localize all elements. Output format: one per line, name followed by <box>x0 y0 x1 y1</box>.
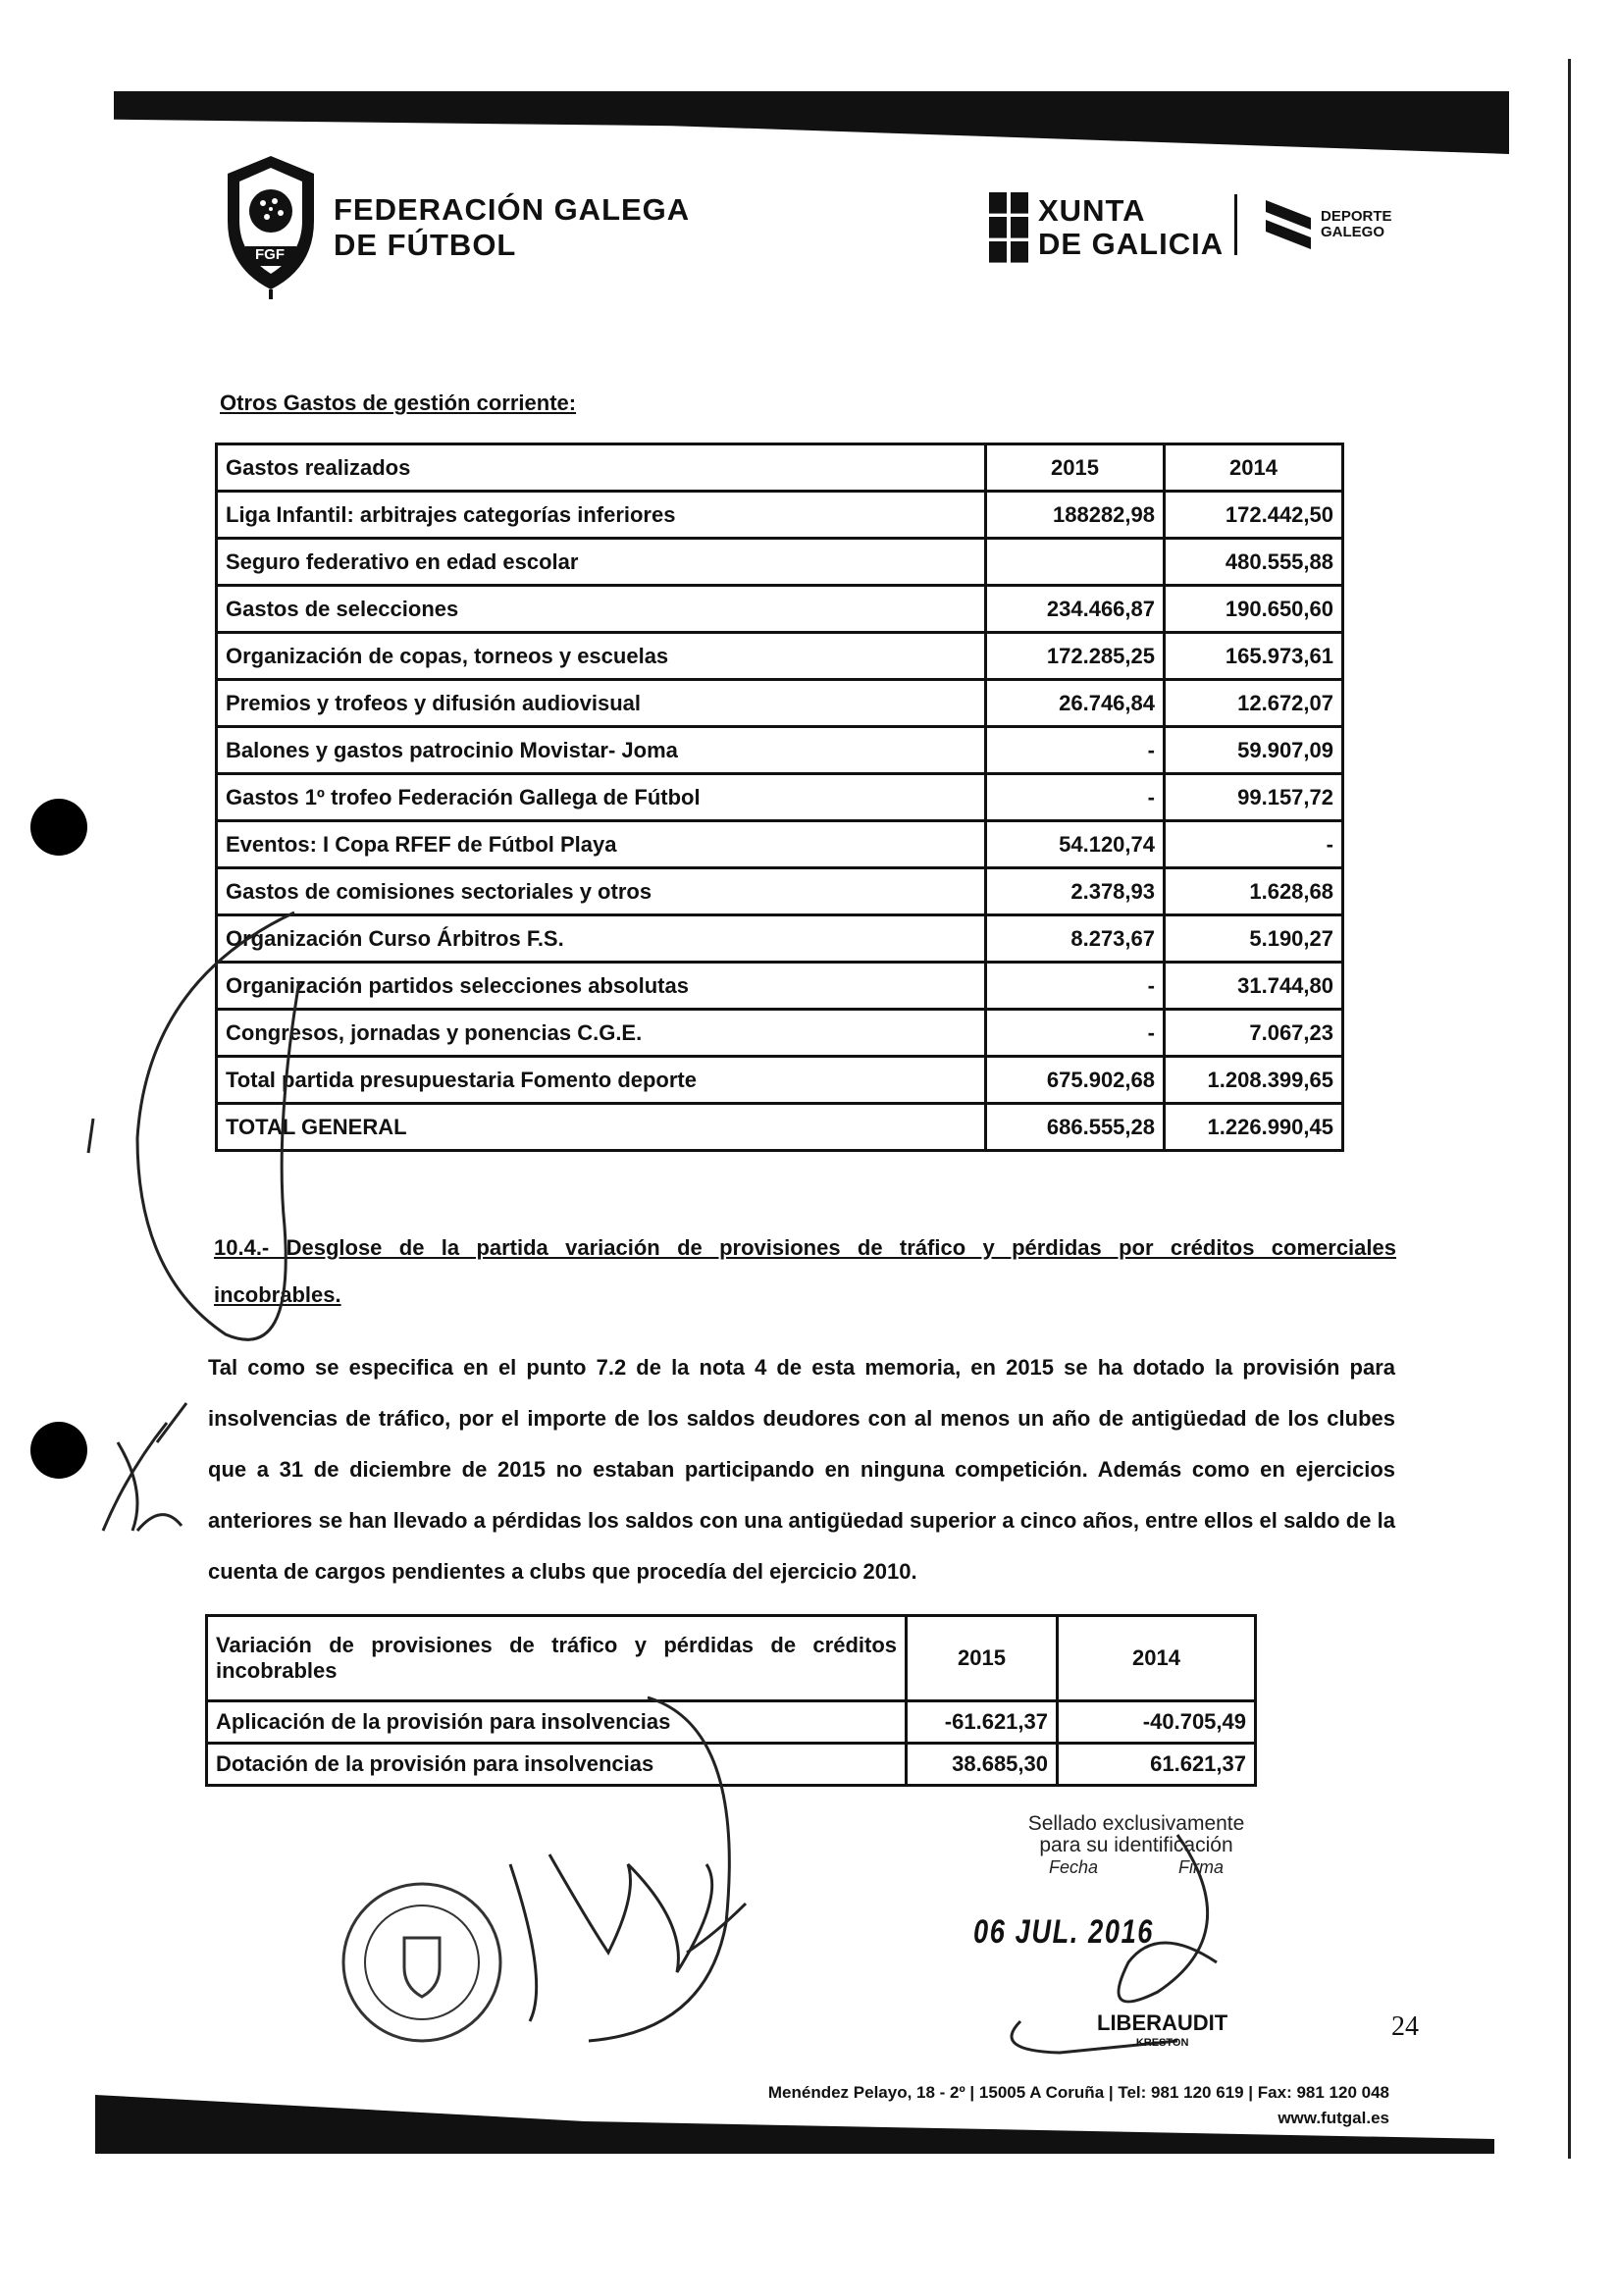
deporte-galego-logo <box>1264 196 1392 253</box>
stamp-firma-label: Firma <box>1178 1857 1224 1877</box>
table-row <box>207 1701 1256 1744</box>
row-label: Premios y trofeos y difusión audiovisual <box>217 680 986 727</box>
table-row <box>217 963 1343 1010</box>
stamp-fecha-label: Fecha <box>1048 1857 1099 1877</box>
provisiones-table <box>205 1614 1257 1787</box>
table-row <box>207 1744 1256 1786</box>
auditor-logo <box>1097 2010 1228 2053</box>
table-row <box>217 774 1343 821</box>
top-decorative-bar <box>114 91 1509 154</box>
cell-value: 172.442,50 <box>1165 492 1343 539</box>
header-cell: 2015 <box>986 444 1165 492</box>
cell-value <box>986 539 1165 586</box>
cell-value: 31.744,80 <box>1165 963 1343 1010</box>
cell-value: -61.621,37 <box>907 1701 1058 1744</box>
cell-value: 54.120,74 <box>986 821 1165 868</box>
fgf-badge-text: FGF <box>255 246 285 263</box>
cell-value: - <box>986 963 1165 1010</box>
cell-value: 7.067,23 <box>1165 1010 1343 1057</box>
cell-value: 61.621,37 <box>1058 1744 1256 1786</box>
table-header-row <box>207 1616 1256 1701</box>
row-label: Organización Curso Árbitros F.S. <box>217 915 986 963</box>
auditor-name: LIBERAUDIT <box>1097 2010 1228 2035</box>
cell-value: 686.555,28 <box>986 1104 1165 1151</box>
initials-mark <box>103 1403 186 1531</box>
scan-edge-line <box>1568 59 1571 2159</box>
deporte-line1: DEPORTE <box>1321 208 1392 225</box>
punch-hole <box>30 1422 87 1479</box>
fgf-name-line1: FEDERACIÓN GALEGA <box>334 192 691 227</box>
fgf-round-seal <box>343 1884 500 2041</box>
deporte-line2: GALEGO <box>1321 224 1385 240</box>
row-label: Gastos de comisiones sectoriales y otros <box>217 868 986 915</box>
cell-value: 480.555,88 <box>1165 539 1343 586</box>
row-label: Eventos: I Copa RFEF de Fútbol Playa <box>217 821 986 868</box>
table-row <box>217 821 1343 868</box>
cell-value: -40.705,49 <box>1058 1701 1256 1744</box>
cell-value: - <box>986 1010 1165 1057</box>
cell-value: 172.285,25 <box>986 633 1165 680</box>
fgf-shield-logo <box>216 152 326 304</box>
table-row <box>217 1057 1343 1104</box>
footer-address: Menéndez Pelayo, 18 - 2º | 15005 A Coruña | Tel: 981 120 619 | Fax: 981 120 048 <box>767 2083 1389 2102</box>
cell-value: 8.273,67 <box>986 915 1165 963</box>
cell-value: 1.226.990,45 <box>1165 1104 1343 1151</box>
heading-line2: incobrables. <box>214 1282 341 1307</box>
header-cell: Gastos realizados <box>217 444 986 492</box>
cell-value: 1.208.399,65 <box>1165 1057 1343 1104</box>
cell-value: 59.907,09 <box>1165 727 1343 774</box>
row-label: Organización partidos selecciones absolutas <box>217 963 986 1010</box>
stamp-line2: para su identificación <box>1039 1834 1233 1856</box>
body-paragraph: Tal como se especifica en el punto 7.2 de la nota 4 de esta memoria, en 2015 se ha dotado la provisión para insolvencias de tráfico, por el importe de los saldos deudores con al menos un año de antigüedad de los clubes que a 31 de diciembre de 2015 no estaban participando en ninguna competición. Además como en ejercicios anteriores se han llevado a pérdidas los saldos con una antigüedad superior a cinco años, entre ellos el saldo de la cuenta de cargos pendientes a clubs que procedía del ejercicio 2010. <box>208 1355 1395 1584</box>
table-row <box>217 727 1343 774</box>
row-label: Aplicación de la provisión para insolvencias <box>207 1701 907 1744</box>
table-row <box>217 680 1343 727</box>
table-row <box>217 1010 1343 1057</box>
cell-value: 1.628,68 <box>1165 868 1343 915</box>
row-label: Gastos 1º trofeo Federación Gallega de Fútbol <box>217 774 986 821</box>
xunta-flag-icon <box>989 192 1028 263</box>
cell-value: - <box>1165 821 1343 868</box>
row-label: TOTAL GENERAL <box>217 1104 986 1151</box>
table-row <box>217 1104 1343 1151</box>
row-label: Liga Infantil: arbitrajes categorías inferiores <box>217 492 986 539</box>
signature <box>510 1854 746 2021</box>
row-label: Dotación de la provisión para insolvencias <box>207 1744 907 1786</box>
fgf-name <box>334 192 690 263</box>
stamp-date: 06 JUL. 2016 <box>973 1913 1155 1951</box>
row-label: Gastos de selecciones <box>217 586 986 633</box>
cell-value: 188282,98 <box>986 492 1165 539</box>
table-row <box>217 539 1343 586</box>
cell-value: 234.466,87 <box>986 586 1165 633</box>
header-cell: 2014 <box>1165 444 1343 492</box>
stamp-line1: Sellado exclusivamente <box>1027 1812 1245 1835</box>
table-header-row <box>217 444 1343 492</box>
logo-separator <box>1234 194 1237 255</box>
footer-website: www.futgal.es <box>1278 2109 1389 2127</box>
cell-value: 26.746,84 <box>986 680 1165 727</box>
xunta-logo <box>989 192 1224 263</box>
cell-value: 190.650,60 <box>1165 586 1343 633</box>
heading-line1: 10.4.- Desglose de la partida variación de provisiones de tráfico y pérdidas por créditos comerciales <box>214 1235 1396 1260</box>
gastos-table <box>215 443 1344 1152</box>
row-label: Seguro federativo en edad escolar <box>217 539 986 586</box>
header-cell: 2015 <box>907 1616 1058 1701</box>
header-cell: Variación de provisiones de tráfico y pérdidas de créditos incobrables <box>207 1616 907 1701</box>
cell-value: 2.378,93 <box>986 868 1165 915</box>
row-label: Organización de copas, torneos y escuelas <box>217 633 986 680</box>
cell-value: 5.190,27 <box>1165 915 1343 963</box>
xunta-line2: DE GALICIA <box>1038 227 1225 261</box>
table-row <box>217 492 1343 539</box>
cell-value: 675.902,68 <box>986 1057 1165 1104</box>
cell-value: - <box>986 727 1165 774</box>
cell-value: 99.157,72 <box>1165 774 1343 821</box>
cell-value: 38.685,30 <box>907 1744 1058 1786</box>
cell-value: 12.672,07 <box>1165 680 1343 727</box>
table-row <box>217 633 1343 680</box>
row-label: Balones y gastos patrocinio Movistar- Joma <box>217 727 986 774</box>
row-label: Total partida presupuestaria Fomento deporte <box>217 1057 986 1104</box>
row-label: Congresos, jornadas y ponencias C.G.E. <box>217 1010 986 1057</box>
table-row <box>217 586 1343 633</box>
punch-hole <box>30 799 87 856</box>
section-title: Otros Gastos de gestión corriente: <box>220 391 577 415</box>
table-row <box>217 868 1343 915</box>
cell-value: 165.973,61 <box>1165 633 1343 680</box>
footer <box>768 2080 1389 2131</box>
auditor-sub: KRESTON <box>1135 2037 1189 2049</box>
table-row <box>217 915 1343 963</box>
page-number: 24 <box>1391 2011 1419 2042</box>
cell-value: - <box>986 774 1165 821</box>
audit-stamp <box>1009 1813 1264 1878</box>
xunta-line1: XUNTA <box>1038 193 1146 228</box>
fgf-name-line2: DE FÚTBOL <box>334 228 517 262</box>
section-10-4-heading <box>214 1225 1396 1319</box>
header-cell: 2014 <box>1058 1616 1256 1701</box>
deporte-galego-icon <box>1264 196 1313 253</box>
